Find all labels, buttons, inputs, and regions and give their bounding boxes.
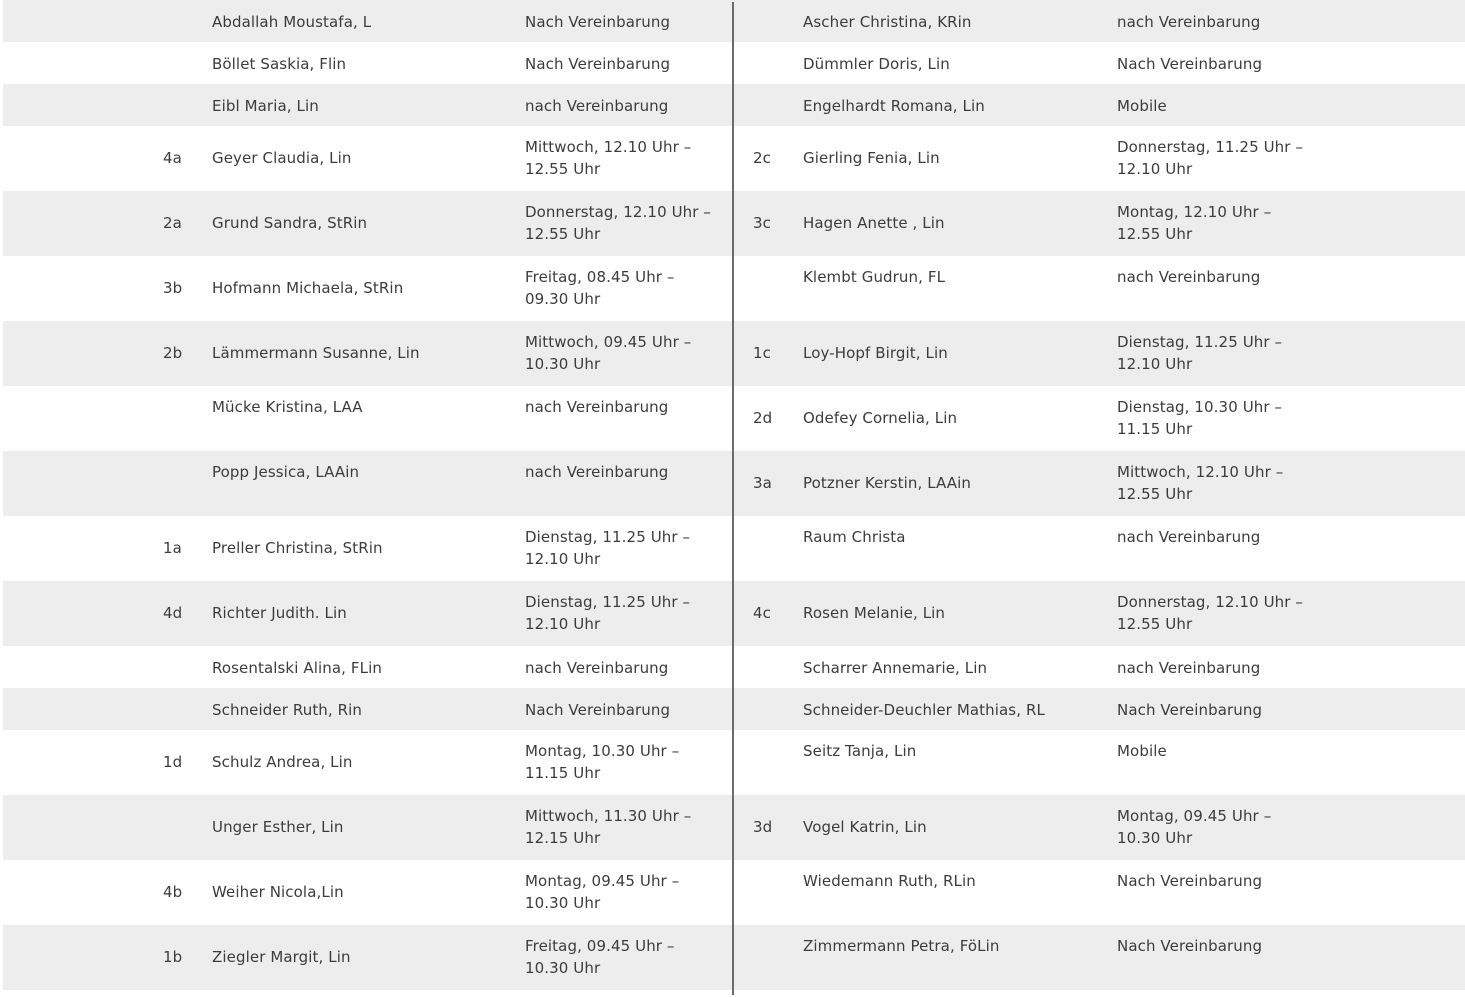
- table-row: [3, 451, 1465, 516]
- row-right-half: [733, 191, 1465, 256]
- teacher-name: Scharrer Annemarie, Lin: [803, 659, 988, 677]
- teacher-name: Popp Jessica, LAAin: [212, 463, 360, 481]
- row-right-half: [733, 860, 1465, 925]
- consultation-time: Mobile: [1117, 97, 1167, 115]
- teacher-name: Dümmler Doris, Lin: [803, 55, 950, 73]
- row-right-half: [733, 256, 1465, 321]
- consultation-time: Donnerstag, 12.10 Uhr – 12.55 Uhr: [525, 203, 712, 243]
- row-left-half: [3, 730, 733, 795]
- table-row: [3, 860, 1465, 925]
- class-label: 3b: [163, 279, 183, 297]
- consultation-time: nach Vereinbarung: [1117, 268, 1261, 286]
- teacher-name: Richter Judith. Lin: [212, 604, 347, 622]
- consultation-time: Montag, 12.10 Uhr – 12.55 Uhr: [1117, 203, 1272, 243]
- class-label: 1b: [163, 948, 183, 966]
- consultation-time: Dienstag, 10.30 Uhr – 11.15 Uhr: [1117, 398, 1283, 438]
- table-row: [3, 516, 1465, 581]
- consultation-time: nach Vereinbarung: [525, 659, 669, 677]
- row-right-half: [733, 581, 1465, 646]
- class-label: 1a: [163, 539, 182, 557]
- row-right-half: [733, 321, 1465, 386]
- consultation-time: nach Vereinbarung: [1117, 528, 1261, 546]
- consultation-time: Mittwoch, 11.30 Uhr – 12.15 Uhr: [525, 807, 692, 847]
- teacher-name: Rosentalski Alina, FLin: [212, 659, 382, 677]
- teacher-name: Schneider Ruth, Rin: [212, 701, 363, 719]
- teacher-name: Hofmann Michaela, StRin: [212, 279, 404, 297]
- consultation-time: Nach Vereinbarung: [1117, 55, 1263, 73]
- class-label: 1c: [753, 344, 771, 362]
- table-row: [3, 730, 1465, 795]
- consultation-time: Mittwoch, 09.45 Uhr – 10.30 Uhr: [525, 333, 692, 373]
- consultation-time: Nach Vereinbarung: [525, 13, 671, 31]
- teacher-name: Hagen Anette , Lin: [803, 214, 945, 232]
- row-right-half: [733, 451, 1465, 516]
- table-row: [3, 646, 1465, 688]
- row-right-half: [733, 126, 1465, 191]
- row-left-half: [3, 126, 733, 191]
- table-row: [3, 126, 1465, 191]
- consultation-time: Mittwoch, 12.10 Uhr – 12.55 Uhr: [525, 138, 692, 178]
- class-label: 3a: [753, 474, 772, 492]
- table-row: [3, 795, 1465, 860]
- consultation-time: nach Vereinbarung: [525, 97, 669, 115]
- class-label: 2d: [753, 409, 773, 427]
- table-row: [3, 42, 1465, 84]
- class-label: 1d: [163, 753, 183, 771]
- row-left-half: [3, 84, 733, 126]
- row-right-half: [733, 516, 1465, 581]
- row-left-half: [3, 42, 733, 84]
- row-left-half: [3, 688, 733, 730]
- class-label: 3d: [753, 818, 773, 836]
- row-right-half: [733, 795, 1465, 860]
- consultation-time: nach Vereinbarung: [525, 398, 669, 416]
- row-right-half: [733, 84, 1465, 126]
- teacher-name: Raum Christa: [803, 528, 906, 546]
- teacher-name: Zimmermann Petra, FöLin: [803, 937, 1000, 955]
- row-right-half: [733, 386, 1465, 451]
- teacher-name: Potzner Kerstin, LAAin: [803, 474, 972, 492]
- table-row: [3, 925, 1465, 990]
- teacher-name: Gierling Fenia, Lin: [803, 149, 940, 167]
- consultation-time: Nach Vereinbarung: [525, 55, 671, 73]
- teacher-name: Klembt Gudrun, FL: [803, 268, 946, 286]
- table-row: [3, 256, 1465, 321]
- consultation-time: Montag, 09.45 Uhr – 10.30 Uhr: [1117, 807, 1272, 847]
- teacher-name: Wiedemann Ruth, RLin: [803, 872, 976, 890]
- consultation-time: nach Vereinbarung: [1117, 13, 1261, 31]
- consultation-time: Nach Vereinbarung: [525, 701, 671, 719]
- class-label: 2a: [163, 214, 182, 232]
- consultation-time: Dienstag, 11.25 Uhr – 12.10 Uhr: [525, 528, 691, 568]
- table-row: [3, 688, 1465, 730]
- consultation-time: nach Vereinbarung: [1117, 659, 1261, 677]
- teacher-name: Ziegler Margit, Lin: [212, 948, 351, 966]
- row-left-half: [3, 451, 733, 516]
- class-label: 2b: [163, 344, 183, 362]
- table-row: [3, 84, 1465, 126]
- row-right-half: [733, 0, 1465, 42]
- consultation-time: Mobile: [1117, 742, 1167, 760]
- teacher-name: Lämmermann Susanne, Lin: [212, 344, 420, 362]
- row-right-half: [733, 925, 1465, 990]
- consultation-time: Montag, 10.30 Uhr – 11.15 Uhr: [525, 742, 680, 782]
- row-left-half: [3, 646, 733, 688]
- teacher-name: Mücke Kristina, LAA: [212, 398, 363, 416]
- row-left-half: [3, 925, 733, 990]
- row-right-half: [733, 42, 1465, 84]
- class-label: 4a: [163, 149, 182, 167]
- consultation-time: Nach Vereinbarung: [1117, 872, 1263, 890]
- row-left-half: [3, 860, 733, 925]
- consultation-time: Freitag, 09.45 Uhr – 10.30 Uhr: [525, 937, 675, 977]
- row-left-half: [3, 386, 733, 451]
- class-label: 4b: [163, 883, 183, 901]
- table-row: [3, 191, 1465, 256]
- teacher-name: Schulz Andrea, Lin: [212, 753, 353, 771]
- teacher-name: Vogel Katrin, Lin: [803, 818, 927, 836]
- class-label: 4d: [163, 604, 183, 622]
- teacher-name: Schneider-Deuchler Mathias, RL: [803, 701, 1045, 719]
- consultation-time: Nach Vereinbarung: [1117, 701, 1263, 719]
- consultation-time: Donnerstag, 12.10 Uhr – 12.55 Uhr: [1117, 593, 1304, 633]
- teacher-name: Weiher Nicola,Lin: [212, 883, 344, 901]
- teacher-name: Ascher Christina, KRin: [803, 13, 972, 31]
- teacher-name: Odefey Cornelia, Lin: [803, 409, 958, 427]
- row-left-half: [3, 516, 733, 581]
- row-right-half: [733, 730, 1465, 795]
- teacher-name: Loy-Hopf Birgit, Lin: [803, 344, 948, 362]
- row-left-half: [3, 581, 733, 646]
- row-left-half: [3, 795, 733, 860]
- teacher-name: Eibl Maria, Lin: [212, 97, 319, 115]
- consultation-time: Donnerstag, 11.25 Uhr – 12.10 Uhr: [1117, 138, 1304, 178]
- teacher-name: Rosen Melanie, Lin: [803, 604, 946, 622]
- row-right-half: [733, 688, 1465, 730]
- consultation-time: Nach Vereinbarung: [1117, 937, 1263, 955]
- teacher-name: Grund Sandra, StRin: [212, 214, 368, 232]
- consultation-time: Montag, 09.45 Uhr – 10.30 Uhr: [525, 872, 680, 912]
- row-right-half: [733, 646, 1465, 688]
- teacher-name: Geyer Claudia, Lin: [212, 149, 352, 167]
- consultation-time: Freitag, 08.45 Uhr – 09.30 Uhr: [525, 268, 675, 308]
- teacher-consultation-table: [3, 0, 1465, 990]
- teacher-name: Seitz Tanja, Lin: [803, 742, 917, 760]
- table-row: [3, 386, 1465, 451]
- teacher-name: Abdallah Moustafa, L: [212, 13, 372, 31]
- table-row: [3, 581, 1465, 646]
- table-row: [3, 0, 1465, 42]
- class-label: 2c: [753, 149, 771, 167]
- consultation-time: Dienstag, 11.25 Uhr – 12.10 Uhr: [1117, 333, 1283, 373]
- teacher-name: Unger Esther, Lin: [212, 818, 344, 836]
- teacher-name: Engelhardt Romana, Lin: [803, 97, 985, 115]
- teacher-name: Preller Christina, StRin: [212, 539, 383, 557]
- class-label: 4c: [753, 604, 771, 622]
- class-label: 3c: [753, 214, 771, 232]
- consultation-time: Mittwoch, 12.10 Uhr – 12.55 Uhr: [1117, 463, 1284, 503]
- consultation-time: nach Vereinbarung: [525, 463, 669, 481]
- teacher-name: Böllet Saskia, Flin: [212, 55, 347, 73]
- row-left-half: [3, 256, 733, 321]
- table-row: [3, 321, 1465, 386]
- row-left-half: [3, 321, 733, 386]
- row-left-half: [3, 0, 733, 42]
- row-left-half: [3, 191, 733, 256]
- consultation-time: Dienstag, 11.25 Uhr – 12.10 Uhr: [525, 593, 691, 633]
- column-divider: [732, 2, 734, 995]
